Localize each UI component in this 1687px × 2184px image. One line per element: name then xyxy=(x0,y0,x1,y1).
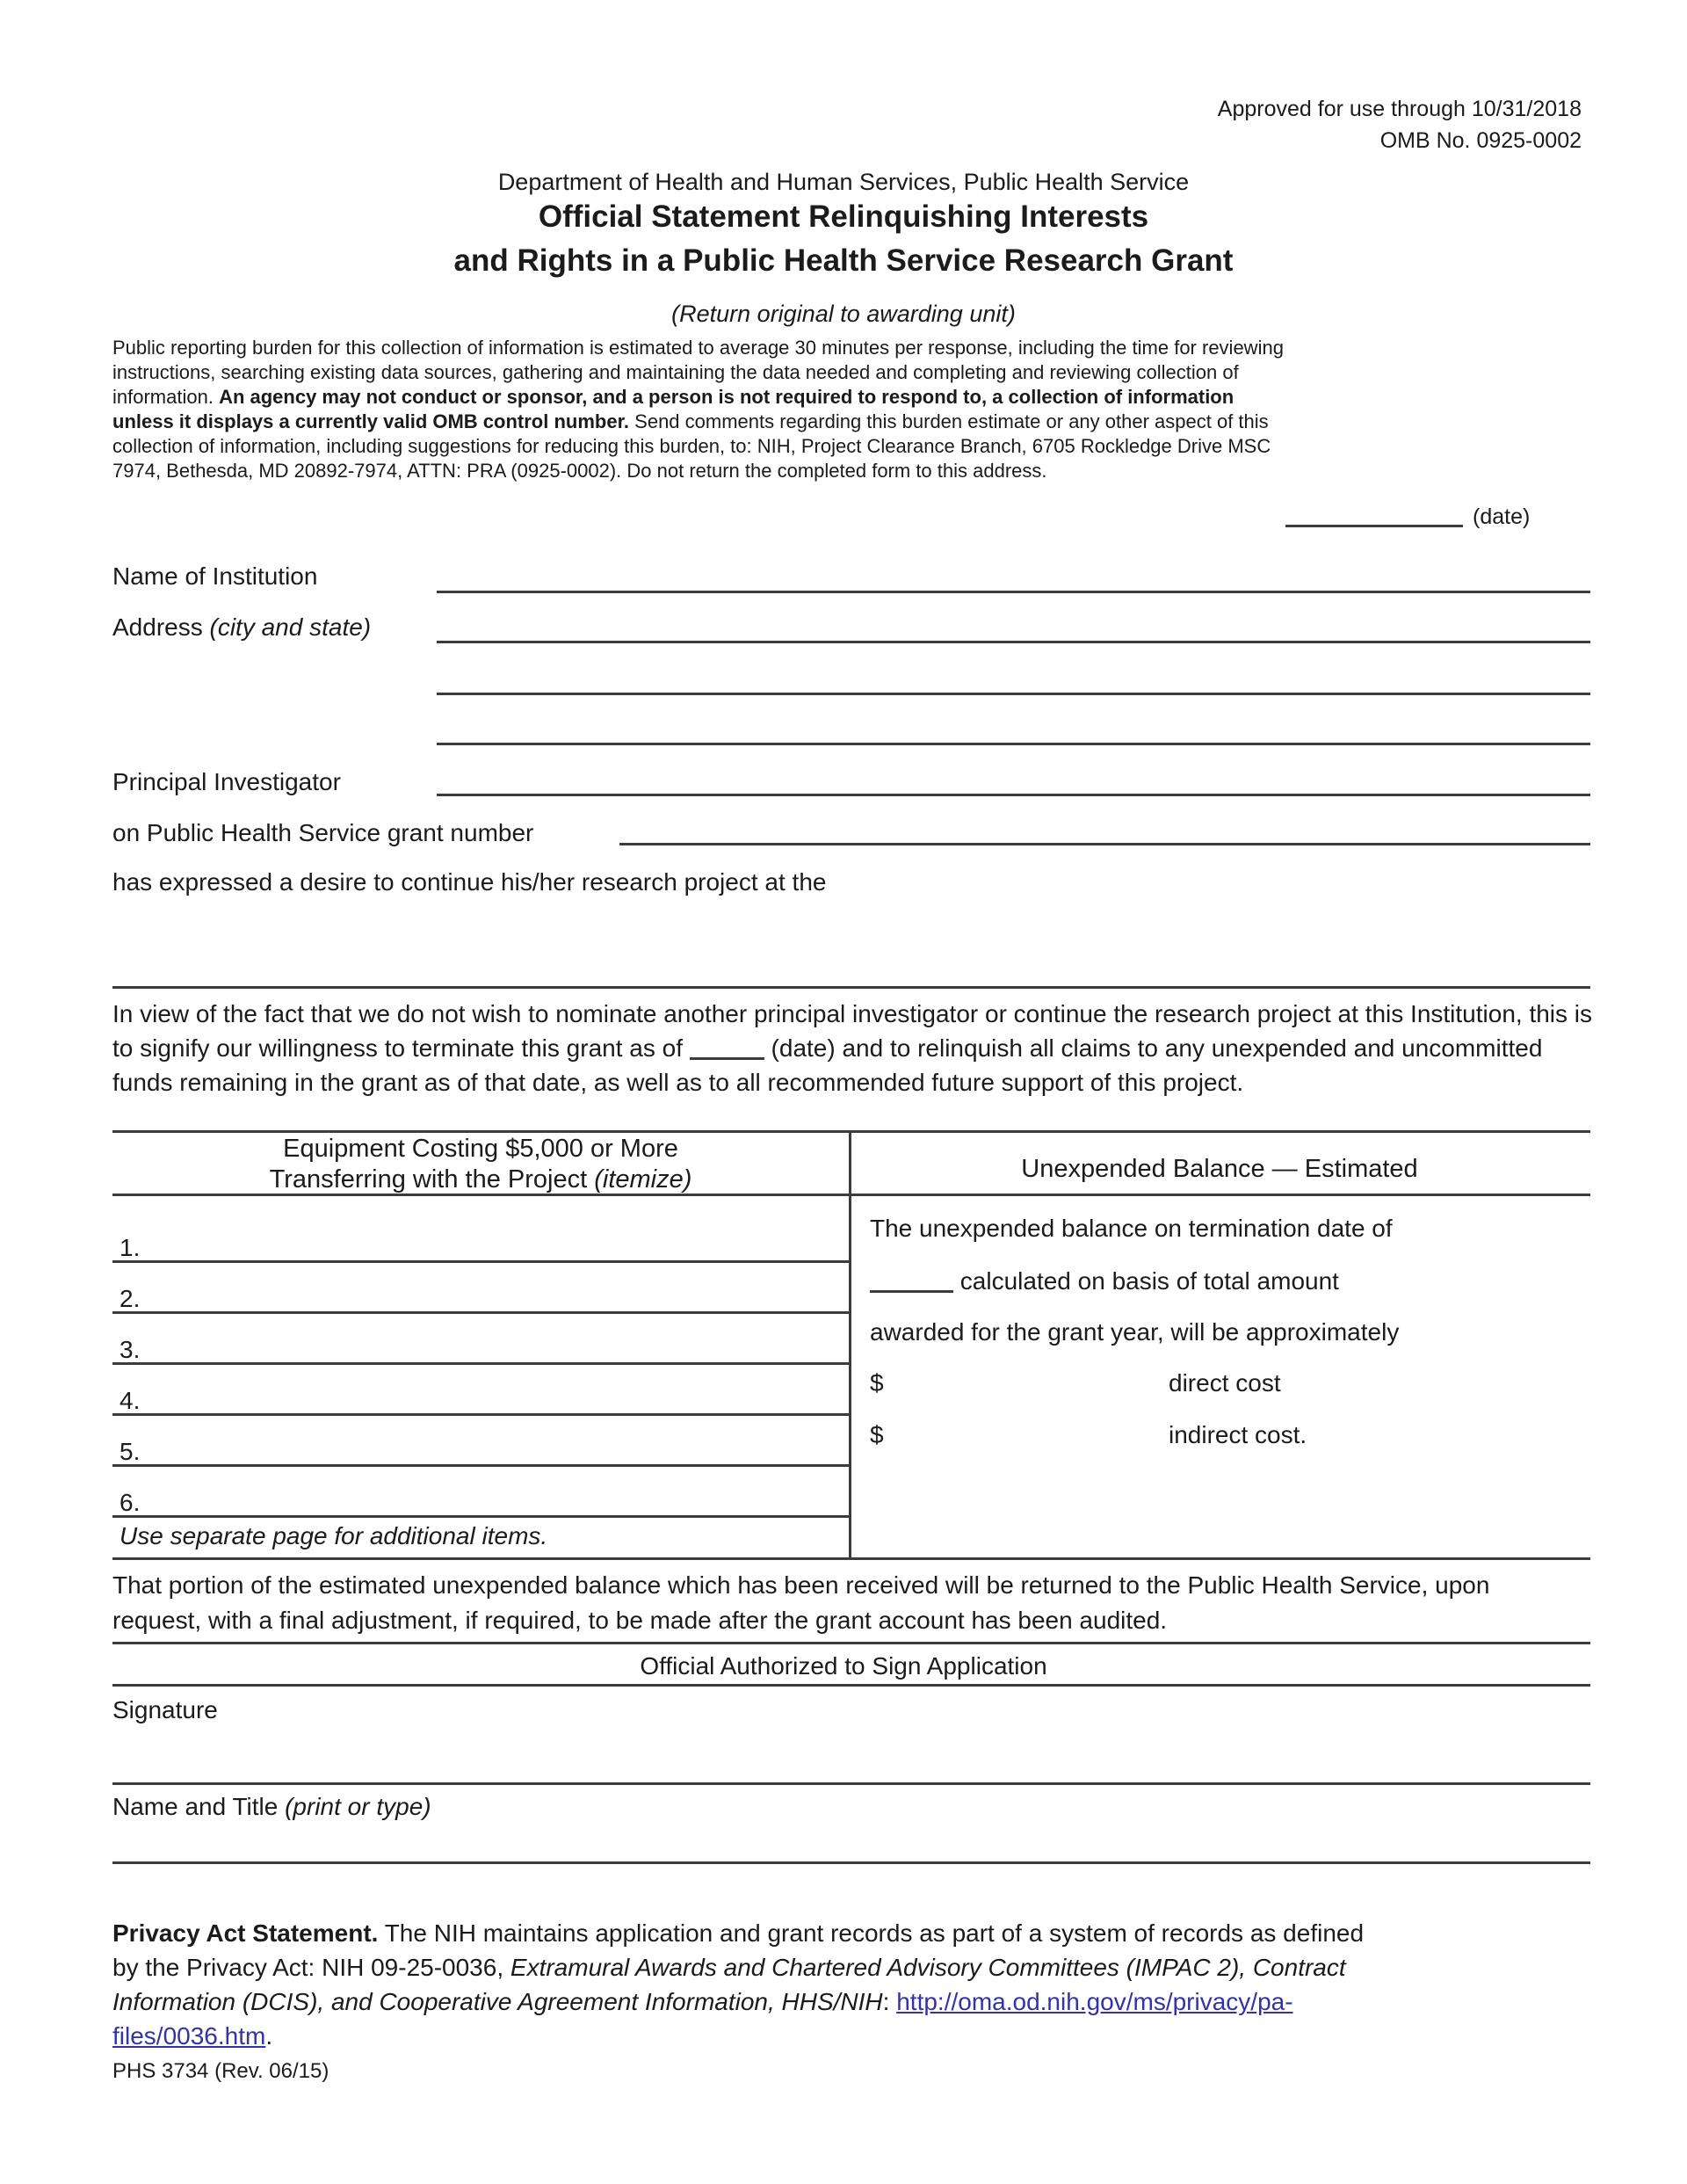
equipment-header-line2-text: Transferring with the Project xyxy=(269,1165,595,1194)
privacy-text-2: : xyxy=(882,1988,897,2015)
table-bottom-border xyxy=(112,1557,1590,1560)
balance-line-2 xyxy=(870,1266,1582,1297)
burden-text-post: Send comments regarding this burden estimate or any other aspect of this collection of information, including suggestions for reducing this burden, to: NIH, Project Clearance Branch, 6705 Rockledge Drive MSC 7974, Bethesda, MD 20892-7974, ATTN: PRA (0925-0002). Do not return the completed form to this address. xyxy=(112,410,1271,482)
burden-text-bold: An agency may not conduct or sponsor, and a person is not required to respond to, a collection of information unless it displays a currently valid OMB control number. xyxy=(112,386,1234,432)
name-title-label-italic: (print or type) xyxy=(285,1793,431,1820)
equipment-item-line-4[interactable] xyxy=(112,1413,849,1416)
balance-column-header: Unexpended Balance — Estimated xyxy=(1021,1155,1418,1183)
approval-expiry: Approved for use through 10/31/2018 xyxy=(1217,97,1582,121)
equipment-item-line-3[interactable] xyxy=(112,1362,849,1365)
equipment-item-number-5: 5. xyxy=(119,1438,141,1465)
privacy-text-italic: Extramural Awards and Chartered Advisory Committees (IMPAC 2), Contract Information (DCIS), and Cooperative Agreement Information, HHS/NIH xyxy=(112,1954,1346,2015)
equipment-column-header xyxy=(112,1134,849,1195)
returned-portion-text: That portion of the estimated unexpended balance which has been received will be returned to the Public Health Service, upon request, with a final adjustment, if required, to be made after the grant account has been audited. xyxy=(112,1571,1490,1634)
address-input-line-2[interactable] xyxy=(437,693,1590,695)
table-column-divider xyxy=(849,1130,851,1557)
omb-number: OMB No. 0925-0002 xyxy=(1379,128,1582,153)
equipment-item-line-1[interactable] xyxy=(112,1260,849,1263)
page-title xyxy=(0,195,1687,283)
privacy-policy-link[interactable]: http://oma.od.nih.gov/ms/privacy/pa-files/0036.htm xyxy=(112,1988,1293,2050)
official-section-header: Official Authorized to Sign Application xyxy=(640,1652,1047,1680)
approval-block xyxy=(1218,93,1582,156)
equipment-item-line-6[interactable] xyxy=(112,1515,849,1518)
termination-statement xyxy=(112,997,1596,1099)
privacy-act-statement xyxy=(112,1916,1376,2053)
institution-label: Name of Institution xyxy=(112,562,318,590)
date-input-line[interactable] xyxy=(1285,525,1463,527)
indirect-cost-label: indirect cost. xyxy=(1169,1421,1307,1448)
direct-cost-label: direct cost xyxy=(1169,1369,1281,1397)
address-input-line-1[interactable] xyxy=(437,641,1590,643)
return-note: (Return original to awarding unit) xyxy=(671,301,1016,327)
equipment-header-line2 xyxy=(112,1165,849,1195)
balance-amount-blank[interactable] xyxy=(870,1287,953,1293)
balance-line-3: awarded for the grant year, will be approximately xyxy=(870,1318,1400,1346)
equipment-item-line-2[interactable] xyxy=(112,1311,849,1314)
name-title-input-line[interactable] xyxy=(112,1861,1590,1864)
indirect-cost-row xyxy=(870,1419,1582,1451)
grant-number-label: on Public Health Service grant number xyxy=(112,819,534,846)
page-title-line1: Official Statement Relinquishing Interests xyxy=(538,200,1149,234)
name-title-label xyxy=(112,1791,431,1823)
equipment-item-number-1: 1. xyxy=(119,1234,141,1261)
address-label xyxy=(112,612,371,643)
pi-label: Principal Investigator xyxy=(112,768,341,795)
institution-input-line[interactable] xyxy=(437,591,1590,593)
desire-text: has expressed a desire to continue his/her research project at the xyxy=(112,868,827,896)
equipment-footnote: Use separate page for additional items. xyxy=(119,1522,548,1549)
signature-input-line[interactable] xyxy=(112,1782,1590,1785)
equipment-header-itemize: (itemize) xyxy=(594,1165,692,1194)
equipment-item-number-2: 2. xyxy=(119,1285,141,1312)
signature-label: Signature xyxy=(112,1696,218,1723)
burden-text-pre: Public reporting burden for this collection of information is estimated to average 30 minutes per response, including the time for reviewing instructions, searching existing data sources, gathering and maintaining the data needed and completing and reviewing collection of information. xyxy=(112,337,1284,408)
new-institution-input-line[interactable] xyxy=(112,986,1590,989)
name-title-label-text: Name and Title xyxy=(112,1793,286,1820)
grant-number-input-line[interactable] xyxy=(619,843,1590,845)
termination-statement-part2: (date) and to relinquish all claims to any unexpended and uncommitted funds remaining in the grant as of that date, as well as to all recommended future support of this project. xyxy=(112,1034,1543,1096)
privacy-text-1: The NIH maintains application and grant records as part of a system of records as defined by the Privacy Act: NIH 09-25-0036, xyxy=(112,1919,1365,1981)
pi-input-line[interactable] xyxy=(437,794,1590,796)
table-top-border xyxy=(112,1130,1590,1133)
page-title-line2: and Rights in a Public Health Service Research Grant xyxy=(453,243,1234,278)
indirect-cost-dollar-sign: $ xyxy=(870,1421,884,1448)
address-label-text: Address xyxy=(112,613,210,641)
equipment-item-number-6: 6. xyxy=(119,1489,141,1516)
department-line: Department of Health and Human Services, Public Health Service xyxy=(497,169,1190,195)
balance-line-2-text: calculated on basis of total amount xyxy=(953,1267,1339,1295)
address-input-line-3[interactable] xyxy=(437,743,1590,745)
termination-statement-part1: In view of the fact that we do not wish to nominate another principal investigator or continue the research project at this Institution, this is to signify our willingness to terminate this grant as of xyxy=(112,1000,1593,1062)
burden-paragraph xyxy=(112,336,1297,483)
privacy-act-heading: Privacy Act Statement. xyxy=(112,1919,379,1947)
privacy-text-3: . xyxy=(265,2022,273,2050)
official-section-top-rule xyxy=(112,1642,1590,1644)
direct-cost-row xyxy=(870,1368,1582,1399)
direct-cost-dollar-sign: $ xyxy=(870,1369,884,1397)
equipment-item-line-5[interactable] xyxy=(112,1464,849,1467)
official-section-bottom-rule xyxy=(112,1684,1590,1687)
date-label: (date) xyxy=(1473,504,1531,529)
equipment-item-number-3: 3. xyxy=(119,1336,141,1363)
equipment-header-line1: Equipment Costing $5,000 or More xyxy=(283,1135,678,1163)
form-number: PHS 3734 (Rev. 06/15) xyxy=(112,2059,329,2083)
address-label-italic: (city and state) xyxy=(209,613,372,641)
balance-line-1: The unexpended balance on termination date of xyxy=(870,1215,1393,1242)
termination-date-blank[interactable] xyxy=(690,1054,764,1060)
equipment-item-number-4: 4. xyxy=(119,1387,141,1414)
